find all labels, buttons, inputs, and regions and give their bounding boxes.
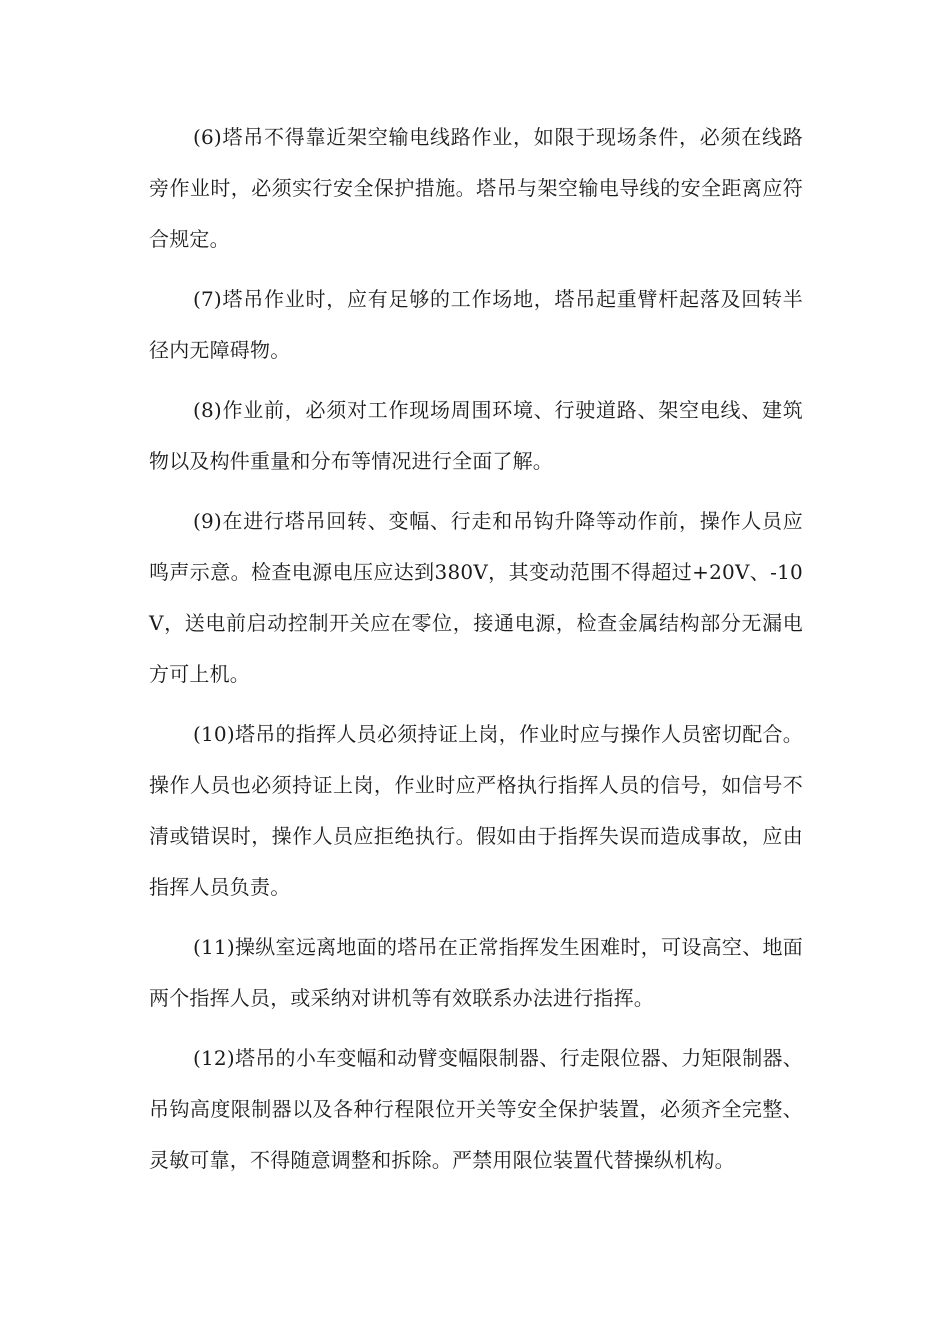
paragraph-item-11: (11)操纵室远离地面的塔吊在正常指挥发生困难时，可设高空、地面两个指挥人员，或采纳对讲机等有效联系办法进行指挥。	[149, 935, 803, 1010]
document-body	[149, 112, 803, 1195]
paragraph-item-10: (10)塔吊的指挥人员必须持证上岗，作业时应与操作人员密切配合。操作人员也必须持证上岗，作业时应严格执行指挥人员的信号，如信号不清或错误时，操作人员应拒绝执行。假如由于指挥失误而造成事故，应由指挥人员负责。	[149, 722, 803, 899]
paragraph-item-7: (7)塔吊作业时，应有足够的工作场地，塔吊起重臂杆起落及回转半径内无障碍物。	[149, 287, 803, 362]
paragraph-item-9: (9)在进行塔吊回转、变幅、行走和吊钩升降等动作前，操作人员应鸣声示意。检查电源电压应达到380V，其变动范围不得超过+20V、-10V，送电前启动控制开关应在零位，接通电源，检查金属结构部分无漏电方可上机。	[149, 509, 803, 686]
paragraph-item-8: (8)作业前，必须对工作现场周围环境、行驶道路、架空电线、建筑物以及构件重量和分布等情况进行全面了解。	[149, 398, 803, 473]
paragraph-item-12: (12)塔吊的小车变幅和动臂变幅限制器、行走限位器、力矩限制器、吊钩高度限制器以及各种行程限位开关等安全保护装置，必须齐全完整、灵敏可靠，不得随意调整和拆除。严禁用限位装置代替操纵机构。	[149, 1046, 803, 1172]
paragraph-item-6: (6)塔吊不得靠近架空输电线路作业，如限于现场条件，必须在线路旁作业时，必须实行安全保护措施。塔吊与架空输电导线的安全距离应符合规定。	[149, 125, 803, 251]
